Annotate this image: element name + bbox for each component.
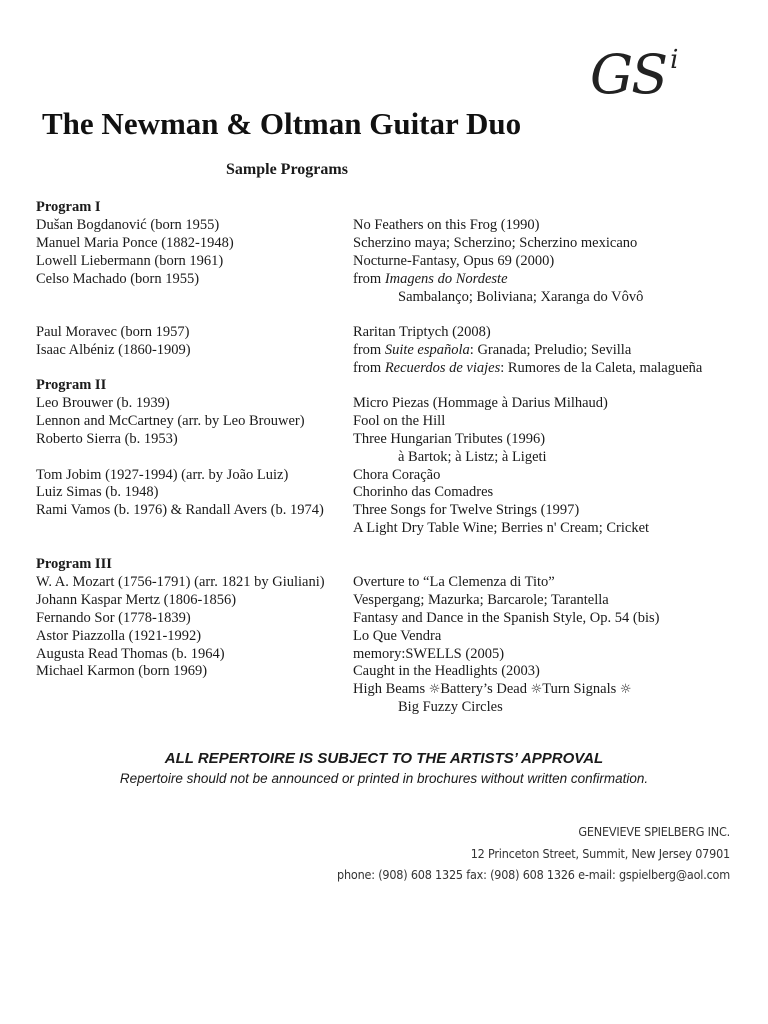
program-row [36,574,736,592]
work: memory:SWELLS (2005) [353,645,505,662]
work: Lo Que Vendra [353,627,442,644]
program-row [36,413,736,431]
composer: Tom Jobim (1927-1994) (arr. by João Luiz) [36,466,289,483]
composer: Isaac Albéniz (1860-1909) [36,342,191,359]
program-row [36,289,736,307]
work: Big Fuzzy Circles [398,699,503,716]
program-row [36,592,736,610]
program-row [36,681,736,699]
program-1 [36,199,736,378]
work: Micro Piezas (Hommage à Darius Milhaud) [353,394,608,411]
composer: Fernando Sor (1778-1839) [36,609,191,626]
program-row [36,610,736,628]
program-row [36,431,736,449]
composer: Johann Kaspar Mertz (1806-1856) [36,591,237,608]
work [353,681,736,699]
program-heading: Program II [36,377,107,393]
work: Chora Coração [353,466,441,483]
work: Three Songs for Twelve Strings (1997) [353,502,580,519]
composer: Lennon and McCartney (arr. by Leo Brouwer) [36,412,305,429]
work-part: High Beams [353,681,429,698]
program-row [36,235,736,253]
program-row [36,271,736,289]
work-suffix: : Granada; Preludio; Sevilla [469,342,632,359]
program-row [36,628,736,646]
work: Scherzino maya; Scherzino; Scherzino mexicano [353,234,638,251]
composer [36,360,353,378]
program-row [36,395,736,413]
composer: Paul Moravec (born 1957) [36,324,190,341]
company-name: GENEVIEVE SPIELBERG INC. [578,824,730,839]
composer: Astor Piazzolla (1921-1992) [36,627,202,644]
work: Sambalanço; Boliviana; Xaranga do Vôvô [398,288,644,305]
sun-icon: ☼ [619,682,632,698]
composer: Dušan Bogdanović (born 1955) [36,216,220,233]
sun-icon: ☼ [428,682,441,698]
work: A Light Dry Table Wine; Berries n' Cream; Cricket [353,520,650,537]
composer [36,520,353,538]
program-row [36,217,736,235]
work [353,271,736,289]
composer: Rami Vamos (b. 1976) & Randall Avers (b. 1974) [36,502,324,519]
approval-subnotice: Repertoire should not be announced or printed in brochures without written confirmation. [119,771,649,786]
program-row [36,699,736,717]
program-heading: Program III [36,556,112,572]
work: Caught in the Headlights (2003) [353,663,540,680]
composer: Leo Brouwer (b. 1939) [36,394,170,411]
approval-notice: ALL REPERTOIRE IS SUBJECT TO THE ARTISTS’ APPROVAL [164,750,604,767]
work-title-italic: Suite española [384,342,470,359]
work [353,342,736,360]
work-prefix: from [353,360,385,377]
work: Nocturne-Fantasy, Opus 69 (2000) [353,252,555,269]
page-subtitle: Sample Programs [226,161,348,178]
work: Fantasy and Dance in the Spanish Style, Op. 54 (bis) [353,609,660,626]
composer [36,681,353,699]
composer: Michael Karmon (born 1969) [36,663,208,680]
work: Overture to “La Clemenza di Tito” [353,573,555,590]
composer: Lowell Liebermann (born 1961) [36,252,224,269]
program-row [36,520,736,538]
logo-text: GS [590,43,667,106]
program-2 [36,377,736,538]
sun-icon: ☼ [530,682,543,698]
work-prefix: from [353,342,385,359]
work-prefix: from [353,270,385,287]
work: Chorinho das Comadres [353,484,494,501]
work: Raritan Triptych (2008) [353,324,491,341]
work: Fool on the Hill [353,412,446,429]
program-heading: Program I [36,199,101,215]
work-title-italic: Recuerdos de viajes [384,360,501,377]
program-row [36,646,736,664]
work: No Feathers on this Frog (1990) [353,216,540,233]
composer [36,449,353,467]
company-address: 12 Princeton Street, Summit, New Jersey 07901 [470,846,730,861]
composer [36,289,353,307]
work-title-italic: Imagens do Nordeste [384,270,508,287]
program-row [36,502,736,520]
work: à Bartok; à Listz; à Ligeti [398,448,547,465]
program-row [36,663,736,681]
company-phone-line: phone: (908) 608 1325 fax: (908) 608 1326 e-mail: gspielberg@aol.com [337,867,730,882]
work: Three Hungarian Tributes (1996) [353,430,546,447]
program-row [36,324,736,342]
work-part: Turn Signals [542,681,620,698]
composer: W. A. Mozart (1756-1791) (arr. 1821 by Giuliani) [36,573,325,590]
program-row [36,253,736,271]
composer: Celso Machado (born 1955) [36,270,200,287]
composer: Augusta Read Thomas (b. 1964) [36,645,225,662]
page-title: The Newman & Oltman Guitar Duo [42,106,522,141]
work-part: Battery’s Dead [440,681,531,698]
program-row [36,467,736,485]
composer: Manuel Maria Ponce (1882-1948) [36,234,234,251]
logo-superscript: i [670,45,679,75]
program-3 [36,556,736,717]
composer: Roberto Sierra (b. 1953) [36,430,178,447]
program-row [36,342,736,360]
composer: Luiz Simas (b. 1948) [36,484,159,501]
composer [36,699,353,717]
work: Vespergang; Mazurka; Barcarole; Tarantella [353,591,609,608]
work [353,360,736,378]
program-row [36,360,736,378]
gsi-logo [590,43,679,106]
work-suffix: : Rumores de la Caleta, malagueña [500,360,703,377]
program-row [36,484,736,502]
program-row [36,449,736,467]
